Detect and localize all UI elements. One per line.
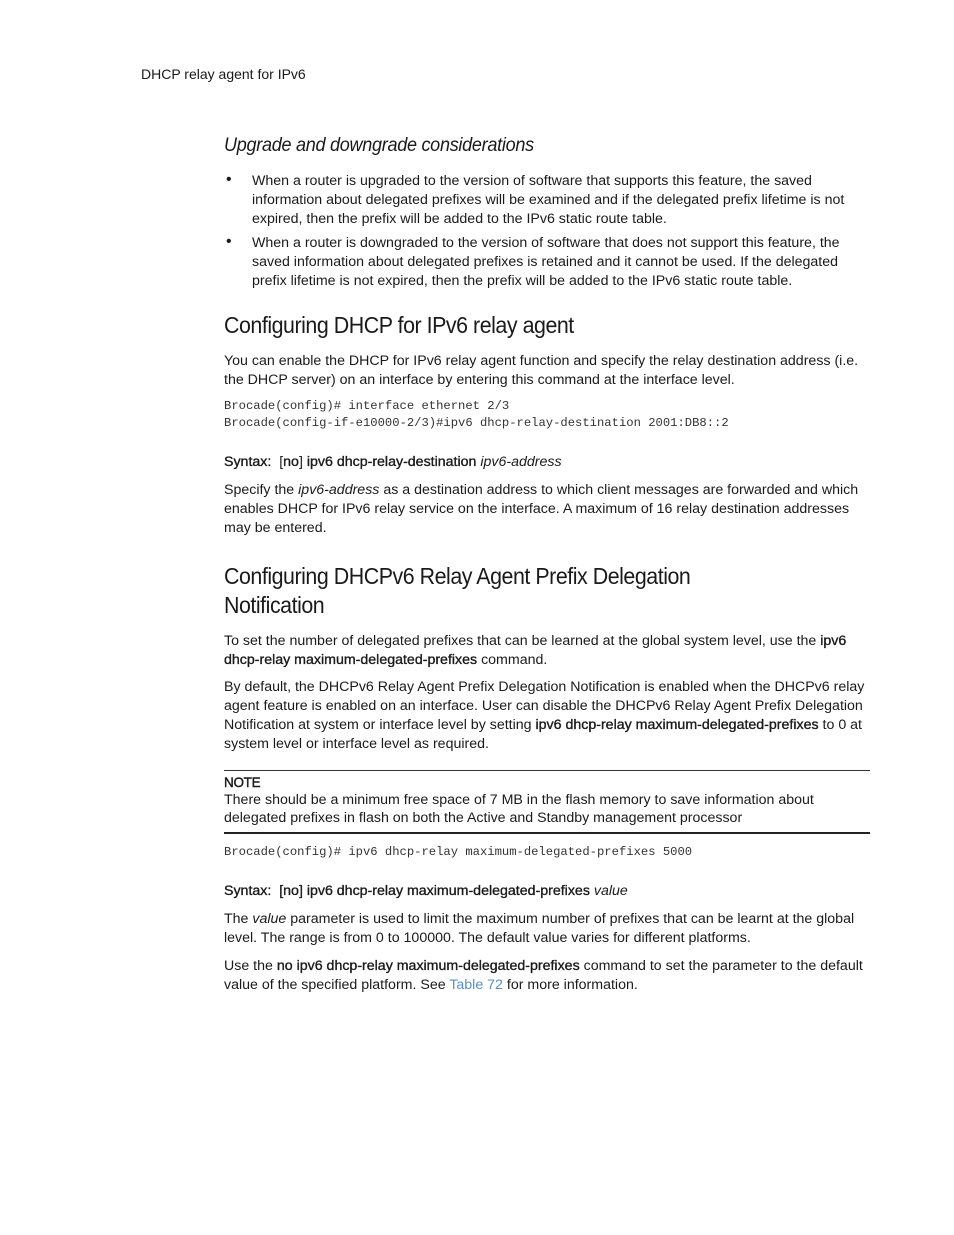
syntax-bracket: ]	[298, 454, 303, 471]
config-relay-description	[224, 481, 870, 537]
text: The	[224, 911, 249, 928]
text: To set the number of delegated prefixes that can be learned at the global system level, use the	[224, 632, 817, 649]
text: as a destination address to which client messages are forwarded and which enables DHCP for IPv6 relay service on the interface. A maximum of 16 relay destination addresses may be entered.	[224, 482, 859, 536]
syntax-bracket: [	[279, 454, 284, 471]
bullet-icon: •	[226, 171, 232, 188]
syntax-command: [no] ipv6 dhcp-relay maximum-delegated-prefixes	[279, 883, 590, 900]
prefix-notification-syntax	[224, 882, 870, 900]
prefix-notification-p4	[224, 957, 870, 995]
command: no ipv6 dhcp-relay maximum-delegated-prefixes	[276, 957, 580, 974]
prefix-notification-p2	[224, 678, 870, 753]
prefix-notification-code: Brocade(config)# ipv6 dhcp-relay maximum-delegated-prefixes 5000	[224, 845, 693, 860]
command: ipv6 dhcp-relay maximum-delegated-prefixes	[535, 716, 819, 733]
page-content	[224, 133, 870, 994]
prefix-notification-p1	[224, 632, 870, 670]
prefix-notification-p3	[224, 910, 870, 948]
parameter: ipv6-address	[298, 482, 380, 499]
text: parameter is used to limit the maximum number of prefixes that can be learnt at the global level. The range is from 0 to 100000. The default value varies for different platforms.	[224, 911, 855, 946]
heading-line: Configuring DHCPv6 Relay Agent Prefix Delegation	[224, 562, 691, 589]
command: ipv6 dhcp-relay maximum-delegated-prefixes	[224, 632, 847, 668]
text: Use the	[224, 957, 273, 974]
syntax-command: ipv6 dhcp-relay-destination	[306, 454, 477, 471]
syntax-label: Syntax:	[224, 883, 272, 900]
bullet-text: When a router is downgraded to the version of software that does not support this feature, the saved information about delegated prefixes is retained and it cannot be used. If the delegated prefix lifetime is not expired, then the prefix will be added to the IPv6 static route table.	[252, 235, 840, 289]
list-item	[224, 234, 870, 290]
bullet-icon: •	[226, 233, 232, 251]
text: to 0 at system level or interface level as required.	[224, 716, 862, 752]
heading-line: Notification	[224, 591, 325, 618]
code-line: Brocade(config)# interface ethernet 2/3	[224, 399, 510, 414]
note-label: NOTE	[224, 774, 261, 790]
text: Specify the	[224, 482, 295, 499]
config-relay-heading: Configuring DHCP for IPv6 relay agent	[224, 311, 574, 338]
note-text: There should be a minimum free space of 7 MB in the flash memory to save information about delegated prefixes in flash on both the Active and Standby management processor	[224, 791, 814, 827]
running-header: DHCP relay agent for IPv6	[141, 66, 306, 82]
list-item	[224, 172, 870, 228]
text: command.	[481, 651, 548, 668]
code-line: Brocade(config-if-e10000-2/3)#ipv6 dhcp-relay-destination 2001:DB8::2	[224, 416, 729, 431]
parameter: value	[252, 911, 287, 928]
config-relay-code-block	[224, 398, 870, 432]
prefix-notification-heading	[224, 562, 825, 620]
config-relay-intro: You can enable the DHCP for IPv6 relay agent function and specify the relay destination address (i.e. the DHCP server) on an interface by entering this command at the interface level.	[224, 352, 859, 388]
bullet-text: When a router is upgraded to the version of software that supports this feature, the saved information about delegated prefixes will be examined and if the delegated prefix lifetime is not expired, then the prefix will be added to the IPv6 static route table.	[252, 173, 845, 227]
note-box	[224, 770, 870, 835]
upgrade-heading: Upgrade and downgrade considerations	[224, 135, 534, 156]
syntax-label: Syntax:	[224, 454, 272, 471]
text: command to set the parameter to the default value of the specified platform. See	[224, 957, 863, 993]
upgrade-bullet-list	[224, 172, 870, 291]
syntax-no: no	[283, 454, 299, 471]
table-72-link[interactable]: Table 72	[449, 976, 503, 993]
config-relay-syntax	[224, 453, 870, 471]
syntax-parameter: value	[593, 883, 628, 900]
syntax-parameter: ipv6-address	[480, 454, 562, 471]
text: for more information.	[506, 976, 638, 993]
text: By default, the DHCPv6 Relay Agent Prefix Delegation Notification is enabled when the DHCPv6 relay agent feature is enabled on an interface. User can disable the DHCPv6 Relay Agent Prefix Delegation Notification at system or interface level by setting	[224, 679, 865, 733]
